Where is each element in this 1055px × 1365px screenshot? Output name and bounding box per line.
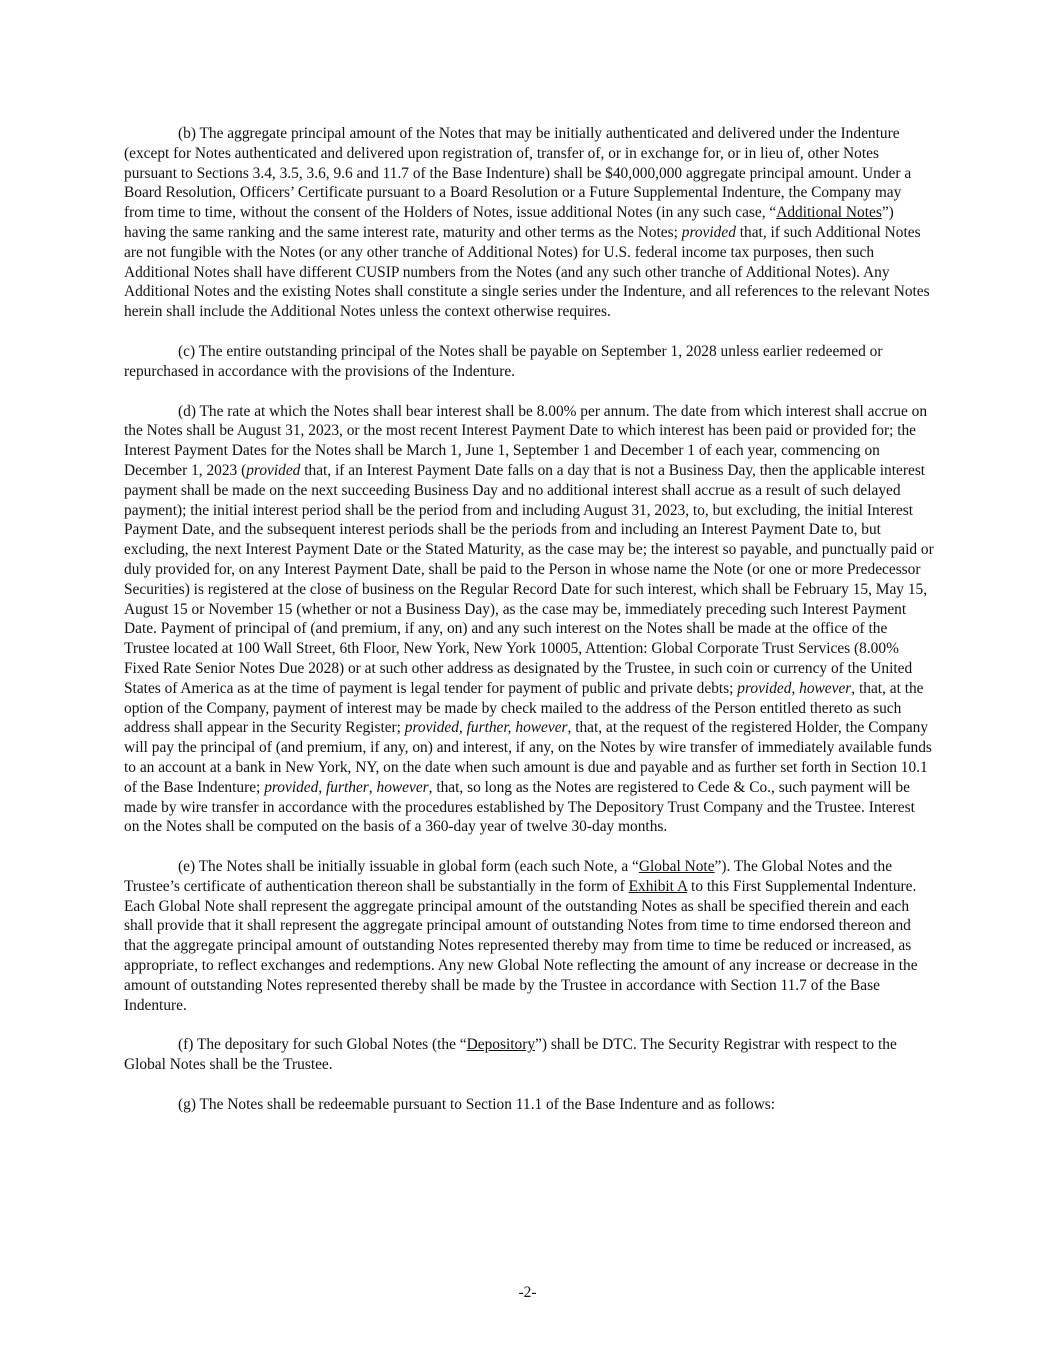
text: (g) The Notes shall be redeemable pursuant to Section 11.1 of the Base Indenture and as follows: <box>178 1096 776 1114</box>
text: ”) shall be DTC. The Security Registrar with respect to the Global Notes shall be the Trustee. <box>124 1036 897 1074</box>
text: ”). The Global Notes and the Trustee’s certificate of authentication thereon shall be substantially in the form of <box>124 858 893 895</box>
text: (e) The Notes shall be initially issuable in global form (each such Note, a “ <box>178 858 639 876</box>
text: (d) The rate at which the Notes shall bear interest shall be 8.00% per annum. The date from which interest shall accrue on the Notes shall be August 31, 2023, or the most recent Interest Payment Date to which interest has been paid or provided for; the Interest Payment Dates for the Notes shall be March 1, June 1, September 1 and December 1 of each year, commencing on December 1, 2023 ( <box>124 402 928 479</box>
paragraph-e <box>124 857 934 1015</box>
text: to this First Supplemental Indenture. Each Global Note shall represent the aggregate principal amount of the outstanding Notes as shall be specified therein and each shall provide that it shall represent the aggregate principal amount of outstanding Notes from time to time endorsed thereon and that the aggregate principal amount of outstanding Notes represented thereby may from time to time be reduced or increased, as appropriate, to reflect exchanges and redemptions. Any new Global Note reflecting the amount of any increase or decrease in the amount of outstanding Notes represented thereby shall be made by the Trustee in accordance with Section 11.7 of the Base Indenture. <box>124 877 918 1014</box>
reference-exhibit-a: Exhibit A <box>628 877 688 895</box>
paragraph-d <box>124 402 934 838</box>
paragraph-c <box>124 342 934 382</box>
italic-provided: provided <box>264 778 319 796</box>
text: , that, so long as the Notes are registered to Cede & Co., such payment will be made by wire transfer in accordance with the procedures established by The Depository Trust Company and the Trustee. Interest on the Notes shall be computed on the basis of a 360-day year of twelve 30-day months. <box>124 778 915 836</box>
defined-term-depository: Depository <box>466 1036 536 1054</box>
text: that, if an Interest Payment Date falls on a day that is not a Business Day, then the applicable interest payment shall be made on the next succeeding Business Day and no additional interest shall accrue as a result of such delayed payment); the initial interest period shall be the period from and including August 31, 2023, to, but excluding, the initial Interest Payment Date, and the subsequent interest periods shall be the periods from and including an Interest Payment Date to, but excluding, the next Interest Payment Date or the Stated Maturity, as the case may be; the interest so payable, and punctually paid or duly provided for, on any Interest Payment Date, shall be paid to the Person in whose name the Note (or one or more Predecessor Securities) is registered at the close of business on the Regular Record Date for such interest, which shall be February 15, May 15, August 15 or November 15 (whether or not a Business Day), as the case may be, immediately preceding such Interest Payment Date. Payment of principal of (and premium, if any, on) and any such interest on the Notes shall be made at the office of the Trustee located at 100 Wall Street, 6th Floor, New York, New York 10005, Attention: Global Corporate Trust Services (8.00% Fixed Rate Senior Notes Due 2028) or at such other address as designated by the Trustee, in such coin or currency of the United States of America as at the time of payment is legal tender for payment of public and private debts; <box>124 461 934 697</box>
defined-term-additional-notes: Additional Notes <box>776 204 882 222</box>
italic-however: however <box>376 778 429 796</box>
text: , <box>318 778 327 796</box>
paragraph-f <box>124 1035 934 1075</box>
text: (c) The entire outstanding principal of the Notes shall be payable on September 1, 2028 unless earlier redeemed or repurchased in accordance with the provisions of the Indenture. <box>124 342 883 380</box>
text: , <box>791 679 800 697</box>
paragraph-b <box>124 124 934 322</box>
italic-further: further <box>326 778 369 796</box>
text: that, if such Additional Notes are not fungible with the Notes (or any other tranche of Additional Notes) for U.S. federal income tax purposes, then such Additional Notes shall have different CUSIP numbers from the Notes (and any such other tranche of Additional Notes). Any Additional Notes and the existing Notes shall constitute a single series under the Indenture, and all references to the relevant Notes herein shall include the Additional Notes unless the context otherwise requires. <box>124 223 930 321</box>
italic-however: however <box>799 679 852 697</box>
page-number: -2- <box>518 1284 537 1301</box>
text: (b) The aggregate principal amount of the Notes that may be initially authenticated and delivered under the Indenture (except for Notes authenticated and delivered upon registration of, transfer of, or in exchange for, or in lieu of, other Notes pursuant to Sections 3.4, 3.5, 3.6, 9.6 and 11.7 of the Base Indenture) shall be $40,000,000 aggregate principal amount. Under a Board Resolution, Officers’ Certificate pursuant to a Board Resolution or a Future Supplemental Indenture, the Company may from time to time, without the consent of the Holders of Notes, issue additional Notes (in any such case, “ <box>124 125 912 222</box>
italic-provided-further-however: provided, further, however <box>404 719 568 737</box>
document-page <box>124 124 934 1135</box>
italic-provided: provided <box>246 461 301 479</box>
italic-provided: provided <box>737 679 792 697</box>
defined-term-global-note: Global Note <box>638 858 715 876</box>
italic-provided: provided <box>681 223 736 241</box>
text: , that, at the request of the registered Holder, the Company will pay the principal of (and premium, if any, on) and interest, if any, on the Notes by wire transfer of immediately available funds to an account at a bank in New York, NY, on the date when such amount is due and payable and as further set forth in Section 10.1 of the Base Indenture; <box>124 719 932 796</box>
text: , that, at the option of the Company, payment of interest may be made by check mailed to the address of the Person entitled thereto as such address shall appear in the Security Register; <box>124 679 924 737</box>
text: ”) having the same ranking and the same interest rate, maturity and other terms as the Notes; <box>124 204 894 241</box>
text: (f) The depositary for such Global Notes (the “ <box>178 1036 467 1054</box>
text: , <box>368 778 377 796</box>
paragraph-g <box>124 1095 934 1115</box>
